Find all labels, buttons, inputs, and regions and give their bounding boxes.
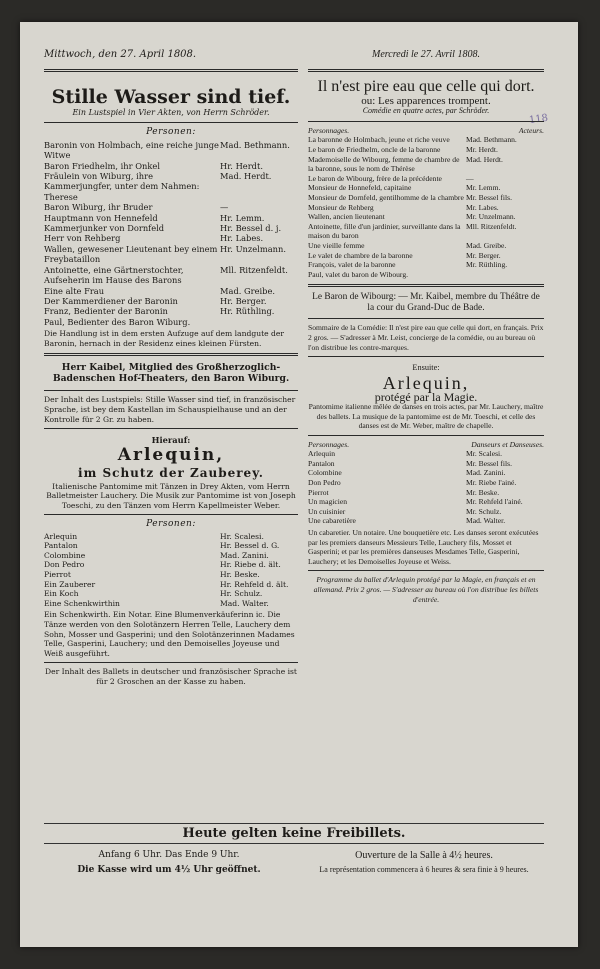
de-hierauf: Hierauf: xyxy=(151,435,191,446)
cast-row xyxy=(308,488,544,498)
cast-row xyxy=(44,223,298,233)
page-mark: 118 xyxy=(528,112,549,127)
de-guest: Herr Kaibel, Mitglied des Großherzoglich-Badenschen Hof-Theaters, den Baron Wiburg. xyxy=(52,362,290,385)
divider xyxy=(44,514,298,515)
cast-role: Don Pedro xyxy=(44,560,85,570)
cast-actor: Hr. Bessel d. j. xyxy=(220,223,282,234)
cast-row xyxy=(308,174,544,184)
fr-ensuite: Ensuite: xyxy=(412,363,440,373)
cast-row xyxy=(44,233,298,243)
cast-role: Wallen, ancien lieutenant xyxy=(308,212,385,222)
fr-cast2-list xyxy=(308,449,544,526)
divider xyxy=(44,353,298,356)
de-personen2-label: Personen: xyxy=(146,519,196,530)
cast-row xyxy=(44,589,298,599)
cast-row xyxy=(308,145,544,155)
cast-role: Baron Wiburg, ihr Bruder xyxy=(44,202,153,213)
cast-role: Franz, Bedienter der Baronin xyxy=(44,306,168,317)
cast-row xyxy=(44,286,298,296)
fr-synopsis: Sommaire de la Comédie: Il n'est pire eau que celle qui dort, en français. Prix 2 gros. — S'adresser à Mr. Leist, concierge de la comédie, ou au bureau où l'on distribue les contre-marques. xyxy=(308,323,544,352)
cast-actor: Hr. Rehfeld d. ält. xyxy=(220,579,289,589)
cast-role: Antoinette, eine Gärtnerstochter, Aufseherin im Hause des Barons xyxy=(44,264,184,286)
divider xyxy=(44,69,298,72)
cast-actor: Hr. Unzelmann. xyxy=(220,243,286,254)
cast-role: Eine alte Frau xyxy=(44,285,105,296)
cast-role: Paul, valet du baron de Wibourg. xyxy=(308,269,409,279)
divider xyxy=(44,390,298,391)
cast-actor: Mr. Bessel fils. xyxy=(466,458,512,468)
de-ballet-note: Der Inhalt des Ballets in deutscher und französischer Sprache ist für 2 Groschen an der Kasse zu haben. xyxy=(45,667,297,686)
cast-role: Hauptmann von Hennefeld xyxy=(44,212,158,223)
cast-row xyxy=(44,599,298,609)
cast-row xyxy=(308,516,544,526)
cast-actor: — xyxy=(466,173,474,183)
cast-actor: Mr. Scalesi. xyxy=(466,449,503,459)
cast-role: Pantalon xyxy=(44,541,78,551)
divider xyxy=(308,69,544,72)
cast-actor: Mr. Labes. xyxy=(466,202,499,212)
fr-title2b: protégé par la Magie. xyxy=(374,389,478,404)
cast-actor: Mr. Schulz. xyxy=(466,506,502,516)
cast-role: Mademoiselle de Wibourg, femme de chambre de la baronne, sous le nom de Thérèse xyxy=(308,154,460,174)
cast-row xyxy=(308,203,544,213)
french-column xyxy=(308,50,544,604)
cast-row xyxy=(308,241,544,251)
cast-row xyxy=(308,155,544,174)
cast-role: Wallen, gewesener Lieutenant bey einem Freybataillon xyxy=(44,243,218,265)
cast-actor: Mad. Walter. xyxy=(466,516,506,526)
cast-role: Une cabaretière xyxy=(308,516,356,526)
fr-ouverture: Ouverture de la Salle à 4½ heures. xyxy=(355,850,493,861)
cast-actor: Mll. Ritzenfeldt. xyxy=(466,221,517,231)
cast-role: Arlequin xyxy=(308,449,335,459)
cast-role: Un magicien xyxy=(308,497,348,507)
cast-role: Pierrot xyxy=(308,487,329,497)
fr-date: Mercredi le 27. Avril 1808. xyxy=(372,49,480,60)
cast-row xyxy=(308,260,544,270)
cast-role: Paul, Bedienter des Baron Wiburg. xyxy=(44,316,191,327)
cast-actor: Mr. Lemm. xyxy=(466,183,501,193)
divider xyxy=(44,428,298,429)
cast-role: La baronne de Holmbach, jeune et riche veuve xyxy=(308,135,450,145)
de-cast2-list xyxy=(44,532,298,609)
de-title2: Arlequin, xyxy=(117,444,225,465)
divider xyxy=(44,122,298,123)
cast-role: Herr von Rehberg xyxy=(44,233,121,244)
cast-role: Monsieur de Rehberg xyxy=(308,202,374,212)
de-date: Mittwoch, den 27. April 1808. xyxy=(44,49,197,60)
footer xyxy=(44,850,544,875)
cast-role: Colombine xyxy=(308,468,342,478)
cast-actor: Mad. Zanini. xyxy=(466,468,506,478)
cast-actor: Mr. Riebe l'ainé. xyxy=(466,478,517,488)
divider xyxy=(44,662,298,663)
cast-actor: Mr. Rehfeld l'ainé. xyxy=(466,497,523,507)
fr-title: Il n'est pire eau que celle qui dort. xyxy=(317,78,535,95)
de-personen-label: Personen: xyxy=(146,127,196,138)
cast-role: Kammerjunker von Dornfeld xyxy=(44,223,165,234)
cast-role: Baronin von Holmbach, eine reiche junge Witwe xyxy=(44,139,219,161)
cast-row xyxy=(44,532,298,542)
de-scene: Die Handlung ist in dem ersten Aufzuge auf dem landgute der Baronin, hernach in der Residenz eines kleinen Fürsten. xyxy=(44,329,285,348)
fr-title2: Arlequin, xyxy=(382,372,470,393)
cast-row xyxy=(44,560,298,570)
cast-actor: Mad. Herdt. xyxy=(220,171,272,182)
cast-role: Pierrot xyxy=(44,570,71,580)
cast-actor: — xyxy=(220,202,229,213)
divider xyxy=(308,356,544,357)
cast-row xyxy=(44,296,298,306)
cast-actor: Hr. Herdt. xyxy=(220,160,263,171)
cast-row xyxy=(44,161,298,171)
cast-row xyxy=(44,317,298,327)
fr-cast-header xyxy=(308,126,544,136)
cast-actor: Hr. Rüthling. xyxy=(220,306,275,317)
cast-row xyxy=(308,193,544,203)
cast-role: Monsieur de Honnefeld, capitaine xyxy=(308,183,412,193)
cast-row xyxy=(44,265,298,286)
cast-row xyxy=(44,580,298,590)
fr-desc2: Pantomime italienne mêlée de danses en trois actes, par Mr. Lauchery, maître des ballets. La musique de la pantomime est de Mr. Toeschi, et celle des danses est de Mr. Weber, maître de chapelle. xyxy=(308,401,544,431)
divider xyxy=(308,121,544,122)
cast-role: Ein Koch xyxy=(44,589,79,599)
cast-actor: Hr. Riebe d. ält. xyxy=(220,560,281,570)
cast-row xyxy=(44,140,298,161)
cast-role: Le valet de chambre de la baronne xyxy=(308,250,413,260)
de-synopsis: Der Inhalt des Lustspiels: Stille Wasser sind tief, in französischer Sprache, ist bey dem Kastellan im Schauspielhause und an der Kontrolle für 2 Gr. zu haben. xyxy=(44,395,296,424)
cast-role: François, valet de la baronne xyxy=(308,260,396,270)
cast-row xyxy=(44,244,298,265)
de-cast-list xyxy=(44,140,298,327)
cast-role: Fräulein von Wiburg, ihre Kammerjungfer, unter dem Nahmen: Therese xyxy=(44,171,200,202)
cast-row xyxy=(44,171,298,202)
divider xyxy=(308,284,544,287)
cast-role: Pantalon xyxy=(308,458,335,468)
fr-extras: Un cabaretier. Un notaire. Une bouquetière etc. Les danses seront exécutées par les premiers danseurs Messieurs Telle, Lauchery fils, Mosset et Gasperini; et par les premières danseuses Mesdames Telle, Gasperini, Lauchery; et les Demoiselles Joyeuse et Weiss. xyxy=(308,528,539,566)
de-anfang: Anfang 6 Uhr. Das Ende 9 Uhr. xyxy=(98,850,240,860)
de-desc2: Italienische Pantomime mit Tänzen in Drey Akten, vom Herrn Balletmeister Lauchery. Die Musik zur Pantomime ist von Joseph Toeschi, zu den Tänzen vom Herrn Kapellmeister Weber. xyxy=(46,481,296,510)
heute-banner: Heute gelten keine Freibillets. xyxy=(44,823,544,844)
german-column xyxy=(44,50,298,687)
cast-row xyxy=(44,306,298,316)
cast-actor: Hr. Schulz. xyxy=(220,589,263,599)
fr-ballet-note: Programme du ballet d'Arlequin protégé par la Magie, en français et en allemand. Prix 2 gros. — S'adresser au bureau où l'on distribue les billets d'entrée. xyxy=(313,575,539,604)
cast-role: Une vieille femme xyxy=(308,240,365,250)
cast-actor: Mr. Rüthling. xyxy=(466,260,508,270)
divider xyxy=(308,570,544,571)
cast-row xyxy=(308,507,544,517)
cast-role: Arlequin xyxy=(44,531,78,541)
cast-role: Ein Zauberer xyxy=(44,579,96,589)
divider xyxy=(308,318,544,319)
fr-personnages-label: Personnages. xyxy=(308,125,350,135)
cast-actor: Mr. Berger. xyxy=(466,250,501,260)
cast-actor: Hr. Berger. xyxy=(220,295,267,306)
cast-role: Der Kammerdiener der Baronin xyxy=(44,295,178,306)
cast-actor: Mad. Walter. xyxy=(220,598,269,608)
cast-row xyxy=(308,459,544,469)
cast-row xyxy=(308,270,544,280)
cast-row xyxy=(308,135,544,145)
fr-danseurs-label: Danseurs et Danseuses. xyxy=(471,439,544,449)
cast-actor: Mr. Unzelmann. xyxy=(466,212,516,222)
fr-cast2-header xyxy=(308,440,544,450)
cast-actor: Mll. Ritzenfeldt. xyxy=(220,264,288,275)
cast-actor: Hr. Labes. xyxy=(220,233,264,244)
de-extras: Ein Schenkwirth. Ein Notar. Eine Blumenverkäuferinn ic. Die Tänze werden von den Solotänzern Herren Telle, Lauchery dem Sohn, Mosser und Gasperini; und den Solotänzerinnen Madames Telle, Gasperini, Lauchery; und den Demoiselles Joyeuse und Weiß ausgeführt. xyxy=(44,610,295,658)
cast-row xyxy=(44,570,298,580)
cast-actor: Mad. Herdt. xyxy=(466,154,503,164)
cast-actor xyxy=(466,270,544,280)
fr-guest: Le Baron de Wibourg: — Mr. Kaibel, membre du Théâtre de la cour du Grand-Duc de Bade. xyxy=(312,292,540,314)
cast-row xyxy=(308,251,544,261)
cast-actor: Mr. Beske. xyxy=(466,487,500,497)
cast-actor: Mad. Bethmann. xyxy=(220,139,290,150)
cast-actor: Mad. Zanini. xyxy=(220,550,269,560)
cast-row xyxy=(308,183,544,193)
cast-actor: Hr. Scalesi. xyxy=(220,531,264,541)
fr-subtitle: Comédie en quatre actes, par Schröder. xyxy=(362,106,490,116)
de-title: Stille Wasser sind tief. xyxy=(51,86,291,108)
cast-actor xyxy=(220,317,298,327)
fr-acteurs-label: Acteurs. xyxy=(518,125,544,135)
cast-role: Un cuisinier xyxy=(308,506,346,516)
cast-role: Eine Schenkwirthin xyxy=(44,598,120,608)
fr-cast-list xyxy=(308,135,544,279)
fr-subtitle-line: ou: Les apparences trompent. xyxy=(361,95,491,107)
de-kasse: Die Kasse wird um 4½ Uhr geöffnet. xyxy=(77,865,261,875)
cast-row xyxy=(44,551,298,561)
cast-row xyxy=(308,497,544,507)
cast-actor: Mad. Bethmann. xyxy=(466,135,517,145)
fr-personnages2-label: Personnages. xyxy=(308,439,350,449)
cast-role: Don Pedro xyxy=(308,478,341,488)
de-title2b: im Schutz der Zauberey. xyxy=(78,465,264,480)
de-subtitle: Ein Lustspiel in Vier Akten, von Herrn Schröder. xyxy=(72,108,270,117)
cast-actor: Hr. Bessel d. G. xyxy=(220,541,280,551)
cast-actor: Mad. Greibe. xyxy=(220,285,276,296)
cast-row xyxy=(308,468,544,478)
cast-row xyxy=(308,478,544,488)
fr-representation: La représentation commencera à 6 heures & sera finie à 9 heures. xyxy=(319,865,529,874)
cast-row xyxy=(44,541,298,551)
cast-row xyxy=(308,449,544,459)
cast-role: Colombine xyxy=(44,550,86,560)
cast-row xyxy=(308,222,544,241)
cast-role: Le baron de Friedhelm, oncle de la baronne xyxy=(308,145,441,154)
cast-actor: Hr. Beske. xyxy=(220,570,260,580)
cast-role: Baron Friedhelm, ihr Onkel xyxy=(44,160,160,171)
cast-actor: Mr. Bessel fils. xyxy=(466,192,512,202)
cast-row xyxy=(44,213,298,223)
divider xyxy=(308,435,544,436)
cast-row xyxy=(44,202,298,212)
cast-row xyxy=(308,212,544,222)
cast-role: Antoinette, fille d'un jardinier, surveillante dans la maison du baron xyxy=(308,221,461,241)
cast-actor: Hr. Lemm. xyxy=(220,212,265,223)
cast-role: Monsieur de Dornfeld, gentilhomme de la chambre xyxy=(308,192,464,202)
cast-actor: Mr. Herdt. xyxy=(466,145,498,154)
cast-actor: Mad. Greibe. xyxy=(466,240,507,250)
cast-role: Le baron de Wibourg, frère de la précédente xyxy=(308,173,442,183)
